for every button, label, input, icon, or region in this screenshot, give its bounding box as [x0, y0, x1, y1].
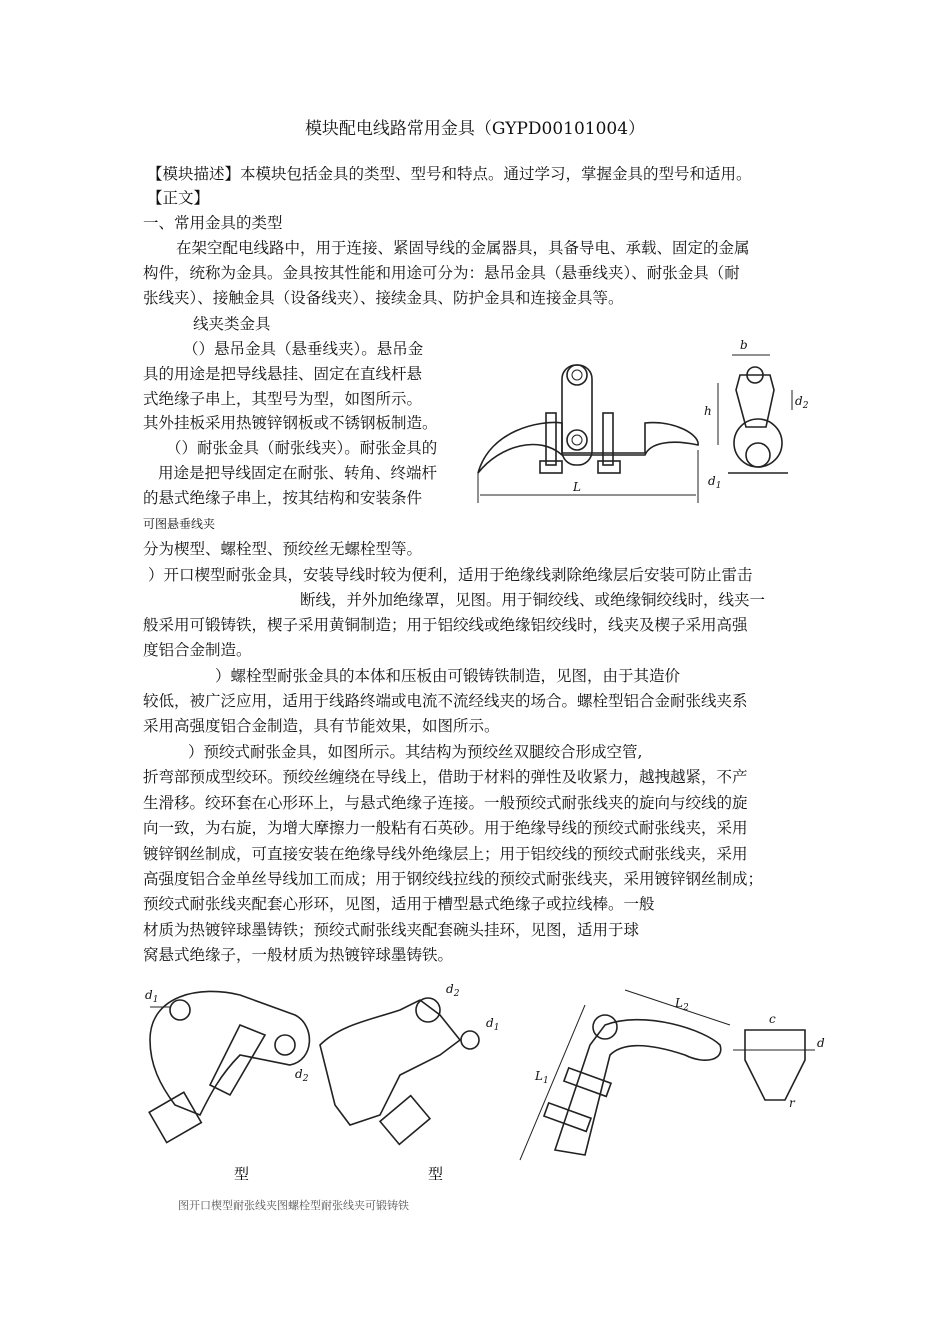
module-description: 【模块描述】本模块包括金具的类型、型号和特点。通过学习，掌握金具的型号和适用。 — [147, 165, 752, 183]
paragraph-line: 度铝合金制造。 — [143, 641, 252, 659]
svg-text:d2: $d_2$ — [295, 1067, 309, 1084]
malleable-clamp-figure — [495, 985, 835, 1170]
svg-text:d1: $d_1$ — [486, 1016, 500, 1033]
paragraph-line: 分为楔型、螺栓型、预绞丝无螺栓型等。 — [143, 540, 423, 558]
subsection-heading: 线夹类金具 — [193, 315, 271, 333]
paragraph-line: ）开口楔型耐张金具，安装导线时较为便利，适用于绝缘线剥除绝缘层后安装可防止雷击 — [148, 566, 753, 584]
dim-label-h: h — [704, 404, 712, 418]
paragraph-line: 在架空配电线路中，用于连接、紧固导线的金属器具，具备导电、承载、固定的金属 — [176, 239, 750, 257]
body-heading: 【正文】 — [147, 189, 210, 207]
paragraph-line: 预绞式耐张线夹配套心形环，见图，适用于槽型悬式绝缘子或拉线棒。一般 — [143, 895, 655, 913]
bottom-caption: 图开口楔型耐张线夹图螺栓型耐张线夹可锻铸铁 — [178, 1199, 409, 1212]
paragraph-line: ）预绞式耐张金具，如图所示。其结构为预绞丝双腿绞合形成空管, — [188, 743, 643, 761]
paragraph-line: 构件，统称为金具。金具按其性能和用途可分为：悬吊金具（悬垂线夹）、耐张金具（耐 — [143, 264, 740, 282]
paragraph-line: 张线夹）、接触金具（设备线夹）、接续金具、防护金具和连接金具等。 — [143, 289, 624, 307]
paragraph-line: 折弯部预成型绞环。预绞丝缠绕在导线上，借助于材料的弹性及收紧力，越拽越紧，不产 — [143, 768, 748, 786]
paragraph-line: 采用高强度铝合金制造，具有节能效果，如图所示。 — [143, 717, 500, 735]
paragraph-line: 高强度铝合金单丝导线加工而成；用于钢绞线拉线的预绞式耐张线夹，采用镀锌钢丝制成； — [143, 870, 764, 888]
paragraph-line: 具的用途是把导线悬挂、固定在直线杆悬 — [143, 365, 423, 383]
paragraph-line: 用途是把导线固定在耐张、转角、终端杆 — [158, 464, 438, 482]
suspension-clamp-figure — [470, 335, 830, 505]
svg-text:d2: $d_2$ — [446, 982, 460, 999]
paragraph-line: 生滑移。绞环套在心形环上，与悬式绝缘子连接。一般预绞式耐张线夹的旋向与绞线的旋 — [143, 794, 748, 812]
paragraph-line: 材质为热镀锌球墨铸铁；预绞式耐张线夹配套碗头挂环，见图，适用于球 — [143, 921, 640, 939]
figure-caption: 可图悬垂线夹 — [143, 517, 216, 531]
paragraph-line: 镀锌钢丝制成，可直接安装在绝缘导线外绝缘层上；用于铝绞线的预绞式耐张线夹，采用 — [143, 845, 748, 863]
dim-label-L: L — [573, 480, 581, 494]
dim-label-b: b — [740, 338, 748, 352]
svg-text:d2: $d_2$ — [795, 394, 809, 411]
section-heading: 一、常用金具的类型 — [143, 214, 283, 232]
svg-text:L1: $L_1$ — [535, 1069, 549, 1086]
dim-label-r: r — [789, 1096, 795, 1110]
paragraph-line: 较低，被广泛应用，适用于线路终端或电流不流经线夹的场合。螺栓型铝合金耐张线夹系 — [143, 692, 748, 710]
svg-text:L2: $L_2$ — [675, 996, 689, 1013]
page-title: 模块配电线路常用金具（GYPD00101004） — [304, 119, 646, 139]
paragraph-line: 其外挂板采用热镀锌钢板或不锈钢板制造。 — [143, 414, 438, 432]
paragraph-line: （）悬吊金具（悬垂线夹）。悬吊金 — [183, 340, 424, 358]
wedge-clamp-figure — [140, 982, 500, 1185]
type-label-bolt: 型 — [428, 1165, 444, 1183]
paragraph-line: 窝悬式绝缘子，一般材质为热镀锌球墨铸铁。 — [143, 946, 454, 964]
paragraph-line: ）螺栓型耐张金具的本体和压板由可锻铸铁制造，见图，由于其造价 — [215, 667, 681, 685]
svg-text:d1: $d_1$ — [145, 988, 159, 1005]
paragraph-line: 断线，并外加绝缘罩，见图。用于铜绞线、或绝缘铜绞线时，线夹一 — [300, 591, 766, 609]
dim-sub-d2: 2 — [802, 401, 809, 411]
paragraph-line: 的悬式绝缘子串上，按其结构和安装条件 — [143, 489, 423, 507]
dim-label-d: d — [817, 1036, 825, 1050]
paragraph-line: （）耐张金具（耐张线夹）。耐张金具的 — [166, 439, 438, 457]
type-label-wedge: 型 — [234, 1165, 250, 1183]
paragraph-line: 向一致，为右旋，为增大摩擦力一般粘有石英砂。用于绝缘导线的预绞式耐张线夹，采用 — [143, 819, 748, 837]
dim-label-d1: $d_1$ — [708, 474, 722, 491]
dim-label-c: c — [769, 1012, 776, 1026]
paragraph-line: 式绝缘子串上，其型号为型，如图所示。 — [143, 390, 423, 408]
paragraph-line: 般采用可锻铸铁，楔子采用黄铜制造；用于铝绞线或绝缘铝绞线时，线夹及楔子采用高强 — [143, 616, 748, 634]
